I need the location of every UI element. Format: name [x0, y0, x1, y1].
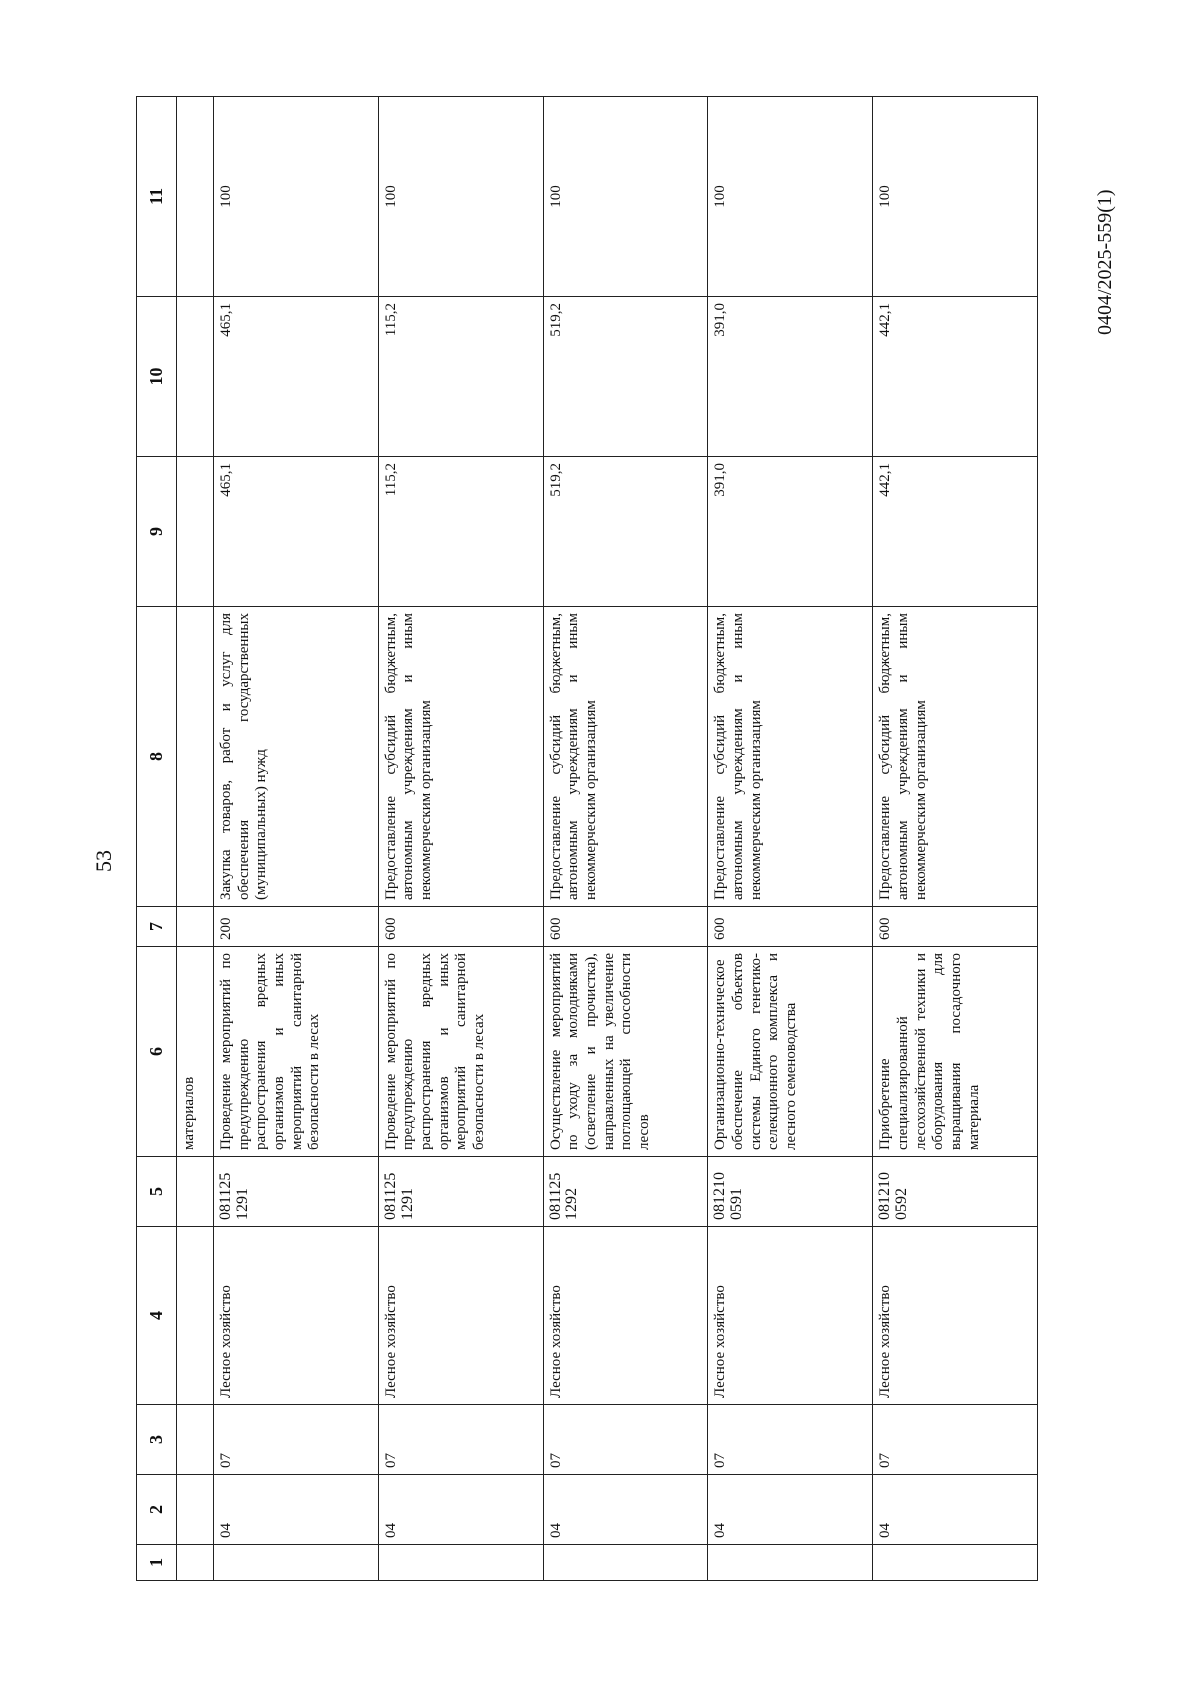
expense-type-name: Предоставление субсидий бюджетным, автономным учреждениям и иным некоммерческим организациям [378, 607, 543, 907]
column-number-row [137, 97, 177, 1581]
executed-amount: 465,1 [213, 297, 378, 457]
subsection-code: 07 [378, 1405, 543, 1475]
row-number [213, 1545, 378, 1581]
planned-amount: 465,1 [213, 457, 378, 607]
row-number [378, 1545, 543, 1581]
column-number: 10 [137, 297, 177, 457]
target-article-code: 081210 0591 [708, 1157, 873, 1227]
target-article-name: Проведение мероприятий по предупреждению распространения вредных организмов и иных мероприятий санитарной безопасности в лесах [213, 947, 378, 1157]
target-article-code: 081125 1292 [543, 1157, 708, 1227]
section-name: Лесное хозяйство [708, 1227, 873, 1405]
column-number: 3 [137, 1405, 177, 1475]
section-code: 04 [213, 1475, 378, 1545]
target-article-name: Проведение мероприятий по предупреждению распространения вредных организмов и иных мероприятий санитарной безопасности в лесах [378, 947, 543, 1157]
column-number: 2 [137, 1475, 177, 1545]
target-article-code: 081210 0592 [873, 1157, 1038, 1227]
expense-type-name: Предоставление субсидий бюджетным, автономным учреждениям и иным некоммерческим организациям [708, 607, 873, 907]
execution-percent: 100 [213, 97, 378, 297]
subsection-code: 07 [213, 1405, 378, 1475]
section-code: 04 [708, 1475, 873, 1545]
expense-type-code: 200 [213, 907, 378, 947]
row-number [543, 1545, 708, 1581]
column-number: 11 [137, 97, 177, 297]
section-code: 04 [378, 1475, 543, 1545]
subsection-code: 07 [873, 1405, 1038, 1475]
subsection-code: 07 [543, 1405, 708, 1475]
continuation-row [176, 97, 213, 1581]
document-code: 0404/2025-559(1) [1094, 189, 1116, 335]
section-name: Лесное хозяйство [543, 1227, 708, 1405]
executed-amount: 442,1 [873, 297, 1038, 457]
planned-amount: 115,2 [378, 457, 543, 607]
target-article-code: 081125 1291 [213, 1157, 378, 1227]
target-article-name: Осуществление мероприятий по уходу за молодняками (осветление и прочистка), направленных на увеличение поглощающей способности лесов [543, 947, 708, 1157]
table-row [873, 97, 1038, 1581]
planned-amount: 519,2 [543, 457, 708, 607]
expense-type-code: 600 [378, 907, 543, 947]
executed-amount: 391,0 [708, 297, 873, 457]
column-number: 4 [137, 1227, 177, 1405]
section-code: 04 [543, 1475, 708, 1545]
table-row [543, 97, 708, 1581]
budget-table [136, 96, 1038, 1581]
page-number: 53 [91, 850, 116, 872]
row-number [873, 1545, 1038, 1581]
expense-type-name: Предоставление субсидий бюджетным, автономным учреждениям и иным некоммерческим организациям [873, 607, 1038, 907]
execution-percent: 100 [378, 97, 543, 297]
table-row [708, 97, 873, 1581]
executed-amount: 519,2 [543, 297, 708, 457]
expense-type-code: 600 [708, 907, 873, 947]
expense-type-code: 600 [873, 907, 1038, 947]
row-number [708, 1545, 873, 1581]
section-name: Лесное хозяйство [213, 1227, 378, 1405]
target-article-code: 081125 1291 [378, 1157, 543, 1227]
section-name: Лесное хозяйство [378, 1227, 543, 1405]
column-number: 6 [137, 947, 177, 1157]
section-code: 04 [873, 1475, 1038, 1545]
table-row [378, 97, 543, 1581]
column-number: 8 [137, 607, 177, 907]
expense-type-name: Закупка товаров, работ и услуг для обеспечения государственных (муниципальных) нужд [213, 607, 378, 907]
subsection-code: 07 [708, 1405, 873, 1475]
column-number: 1 [137, 1545, 177, 1581]
table-row [213, 97, 378, 1581]
column-number: 9 [137, 457, 177, 607]
column-number: 5 [137, 1157, 177, 1227]
target-article-name: Приобретение специализированной лесохозяйственной техники и оборудования для выращивания посадочного материала [873, 947, 1038, 1157]
target-article-name: Организационно-техническое обеспечение объектов системы Единого генетико-селекционного комплекса и лесного семеноводства [708, 947, 873, 1157]
planned-amount: 442,1 [873, 457, 1038, 607]
execution-percent: 100 [708, 97, 873, 297]
column-number: 7 [137, 907, 177, 947]
table-container [136, 97, 1038, 1581]
expense-type-name: Предоставление субсидий бюджетным, автономным учреждениям и иным некоммерческим организациям [543, 607, 708, 907]
expense-type-code: 600 [543, 907, 708, 947]
continuation-text: материалов [176, 947, 213, 1157]
section-name: Лесное хозяйство [873, 1227, 1038, 1405]
execution-percent: 100 [543, 97, 708, 297]
execution-percent: 100 [873, 97, 1038, 297]
executed-amount: 115,2 [378, 297, 543, 457]
planned-amount: 391,0 [708, 457, 873, 607]
